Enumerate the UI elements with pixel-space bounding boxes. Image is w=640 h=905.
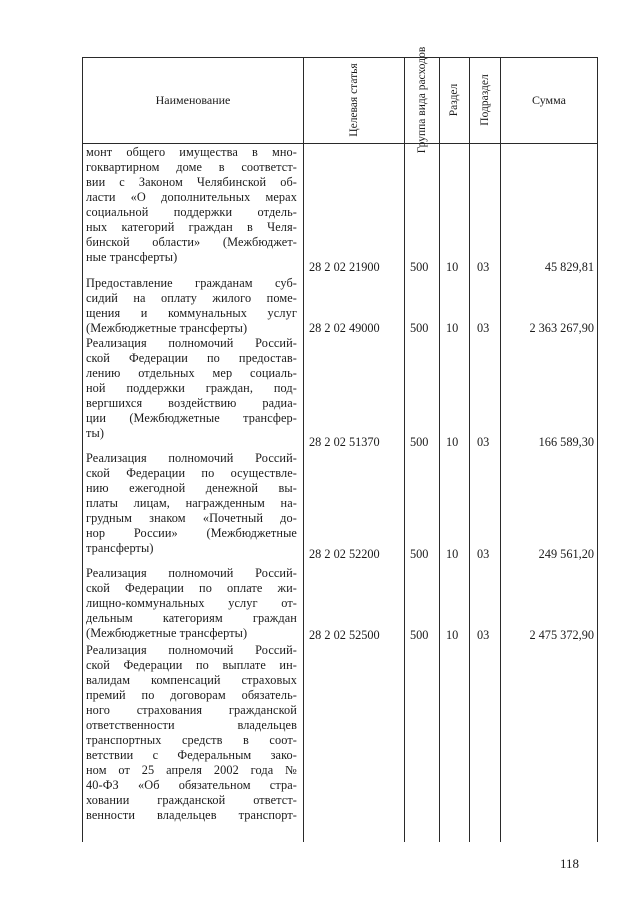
header-name: Наименование: [155, 93, 231, 107]
row-description-line: вии с Законом Челябинской об-: [86, 175, 297, 189]
row-expense-group: 500: [410, 321, 429, 335]
row-description-line: Реализация полномочий Россий-: [86, 336, 297, 350]
row-description-line: транспортных средств в соот-: [86, 733, 297, 747]
row-target-article: 28 2 02 21900: [309, 260, 380, 274]
row-description-line: социальной поддержки отдель-: [86, 205, 297, 219]
row-subsection: 03: [477, 321, 490, 335]
row-section: 10: [446, 628, 459, 642]
row-sum: 166 589,30: [538, 435, 594, 449]
row-target-article: 28 2 02 52500: [309, 628, 380, 642]
row-description-line: ласти «О дополнительных мерах: [86, 190, 297, 204]
row-description-line: Реализация полномочий Россий-: [86, 451, 297, 465]
row-description-line: трансферты): [86, 541, 154, 555]
row-description-line: ной поддержки граждан, под-: [86, 381, 297, 395]
page-number: 118: [560, 856, 580, 871]
row-description-line: монт общего имущества в мно-: [86, 145, 297, 159]
row-description-line: ции (Межбюджетные трансфер-: [86, 411, 297, 425]
row-description-line: ховании гражданской ответст-: [86, 793, 297, 807]
row-expense-group: 500: [410, 260, 429, 274]
row-subsection: 03: [477, 435, 490, 449]
row-description-line: ных категорий граждан в Челя-: [86, 220, 297, 234]
row-description-line: бинской области» (Межбюджет-: [86, 235, 297, 249]
row-description-line: венности владельцев транспорт-: [86, 808, 297, 822]
header-target-article: Целевая статья: [347, 63, 360, 137]
row-description-line: ской Федерации по выплате ин-: [86, 658, 297, 672]
row-description-line: Реализация полномочий Россий-: [86, 643, 297, 657]
row-description-line: ской Федерации по оплате жи-: [86, 581, 297, 595]
row-sum: 45 829,81: [544, 260, 594, 274]
row-description-line: ные трансферты): [86, 250, 178, 264]
header-sum: Сумма: [532, 93, 566, 107]
row-section: 10: [446, 435, 459, 449]
row-target-article: 28 2 02 49000: [309, 321, 380, 335]
row-description-line: премий по договорам обязатель-: [86, 688, 297, 702]
row-sum: 2 363 267,90: [529, 321, 594, 335]
row-description-line: Реализация полномочий Россий-: [86, 566, 297, 580]
row-sum: 249 561,20: [538, 547, 594, 561]
row-description-line: грудным знаком «Почетный до-: [86, 511, 297, 525]
row-description-line: лению отдельных мер социаль-: [86, 366, 297, 380]
row-description-line: (Межбюджетные трансферты): [86, 626, 248, 640]
row-section: 10: [446, 321, 459, 335]
row-section: 10: [446, 547, 459, 561]
row-description-line: ты): [86, 426, 105, 440]
row-sum: 2 475 372,90: [529, 628, 594, 642]
row-section: 10: [446, 260, 459, 274]
row-expense-group: 500: [410, 547, 429, 561]
row-description-line: щения и коммунальных услуг: [86, 306, 297, 320]
row-description-line: ответственности владельцев: [86, 718, 297, 732]
row-description-line: нор России» (Межбюджетные: [86, 526, 297, 540]
row-description-line: вергшихся воздействию радиа-: [86, 396, 297, 410]
row-description-line: лищно-коммунальных услуг от-: [86, 596, 297, 610]
row-subsection: 03: [477, 547, 490, 561]
row-description-line: ветствии с Федеральным зако-: [86, 748, 297, 762]
header-expense-group: Группа вида расходов: [415, 46, 428, 154]
row-expense-group: 500: [410, 435, 429, 449]
row-description-line: Предоставление гражданам суб-: [86, 276, 297, 290]
row-description-line: ном от 25 апреля 2002 года №: [86, 763, 297, 777]
row-description-line: 40-ФЗ «Об обязательном стра-: [86, 778, 297, 792]
row-description-line: ской Федерации по предостав-: [86, 351, 297, 365]
row-description-line: дельным категориям граждан: [86, 611, 297, 625]
row-description-line: платы лицам, награжденным на-: [86, 496, 297, 510]
row-description-line: валидам компенсаций страховых: [86, 673, 297, 687]
row-description-line: (Межбюджетные трансферты): [86, 321, 248, 335]
row-description-line: сидий на оплату жилого поме-: [86, 291, 297, 305]
row-description-line: ного страхования гражданской: [86, 703, 297, 717]
header-subsection: Подраздел: [478, 74, 491, 126]
row-subsection: 03: [477, 628, 490, 642]
row-target-article: 28 2 02 52200: [309, 547, 380, 561]
header-section: Раздел: [447, 83, 460, 117]
row-subsection: 03: [477, 260, 490, 274]
row-description-line: ской Федерации по осуществле-: [86, 466, 297, 480]
row-description-line: гоквартирном доме в соответст-: [86, 160, 297, 174]
row-expense-group: 500: [410, 628, 429, 642]
row-target-article: 28 2 02 51370: [309, 435, 380, 449]
row-description-line: нию ежегодной денежной вы-: [86, 481, 297, 495]
